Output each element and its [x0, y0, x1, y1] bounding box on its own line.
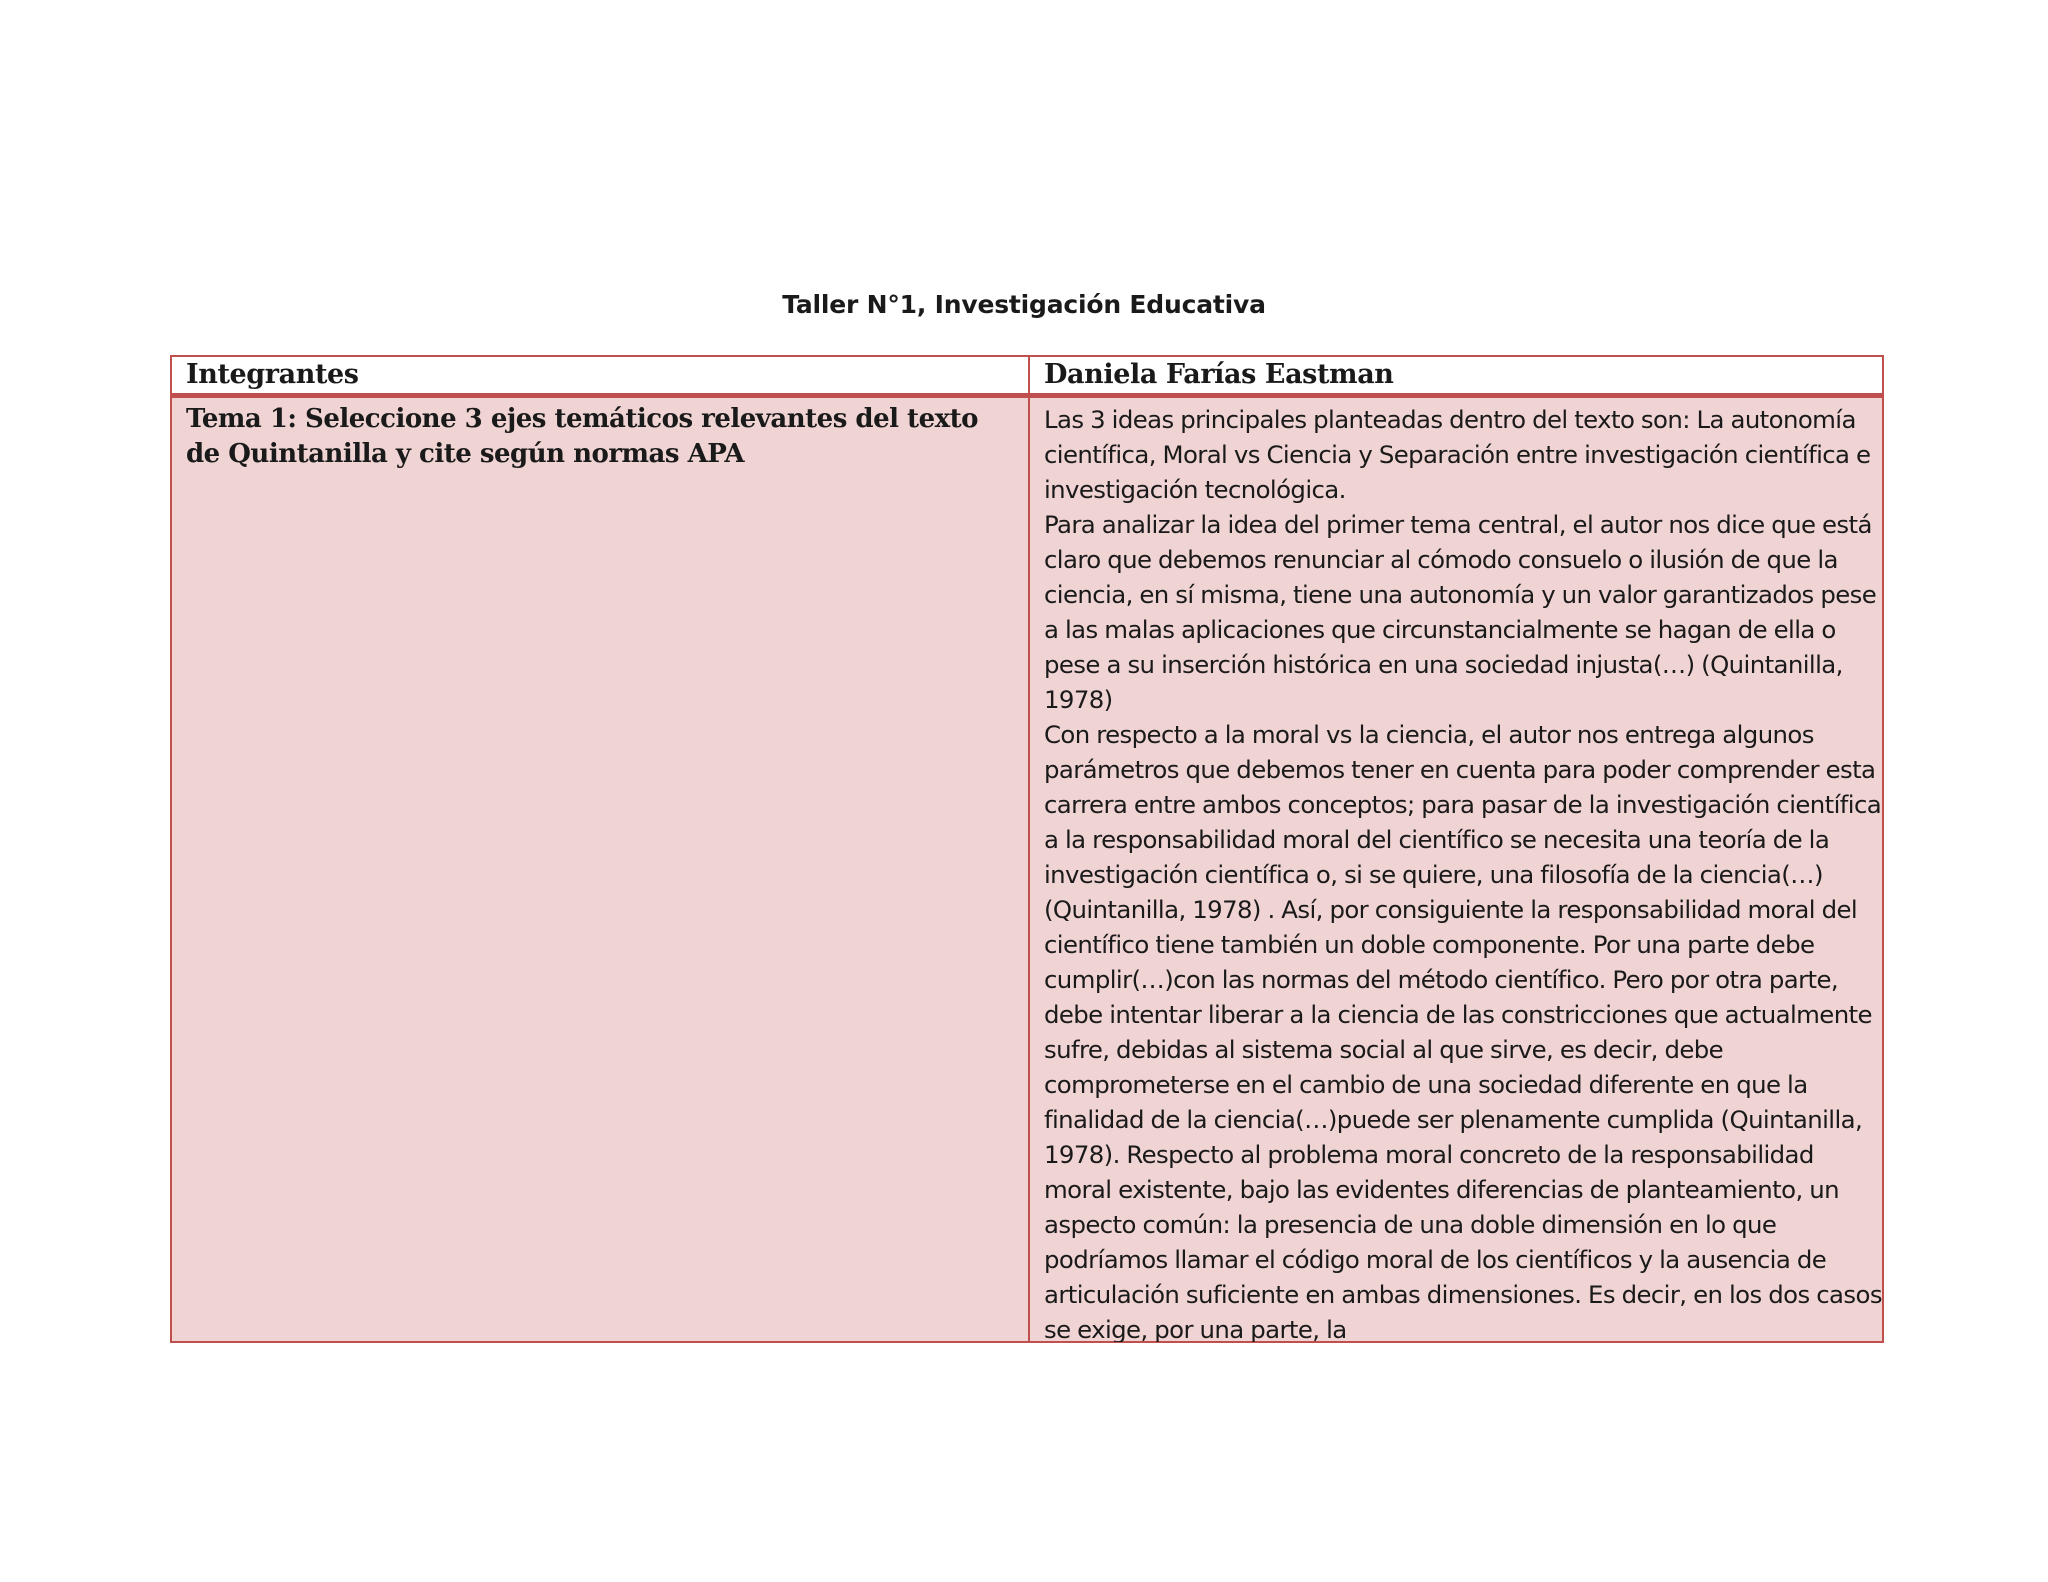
content-table — [170, 355, 1884, 1343]
table-header-row — [172, 357, 1882, 393]
header-cell-student-name: Daniela Farías Eastman — [1044, 359, 1394, 390]
column-divider — [1028, 357, 1030, 1341]
answer-paragraph-3: Con respecto a la moral vs la ciencia, el autor nos entrega algunos parámetros que debemos tener en cuenta para poder comprender esta carrera entre ambos conceptos; para pasar de la investigación científica a la responsabilidad moral del científico se necesita una teoría de la investigación científica o, si se quiere, una filosofía de la ciencia(…) (Quintanilla, 1978) . Así, por consiguiente la responsabilidad moral del científico tiene también un doble componente. Por una parte debe cumplir(…)con las normas del método científico. Pero por otra parte, debe intentar liberar a la ciencia de las constricciones que actualmente sufre, debidas al sistema social al que sirve, es decir, debe comprometerse en el cambio de una sociedad diferente en que la finalidad de la ciencia(…)puede ser plenamente cumplida (Quintanilla, 1978). Respecto al problema moral concreto de la responsabilidad moral existente, bajo las evidentes diferencias de planteamiento, un aspecto común: la presencia de una doble dimensión en lo que podríamos llamar el código moral de los científicos y la ausencia de articulación suficiente en ambas dimensiones. Es decir, en los dos casos se exige, por una parte, la — [1044, 720, 1882, 1342]
header-cell-integrantes: Integrantes — [186, 359, 359, 390]
answer-paragraph-1: Las 3 ideas principales planteadas dentro del texto son: La autonomía científica, Moral vs Ciencia y Separación entre investigación científica e investigación tecnológica. — [1044, 405, 1871, 504]
table-row — [172, 398, 1882, 1341]
theme-prompt-cell: Tema 1: Seleccione 3 ejes temáticos relevantes del texto de Quintanilla y cite según normas APA — [186, 404, 978, 469]
answer-paragraph-2: Para analizar la idea del primer tema central, el autor nos dice que está claro que debemos renunciar al cómodo consuelo o ilusión de que la ciencia, en sí misma, tiene una autonomía y un valor garantizados pese a las malas aplicaciones que circunstancialmente se hagan de ella o pese a su inserción histórica en una sociedad injusta(…) (Quintanilla, 1978) — [1044, 510, 1877, 714]
answer-cell — [1044, 402, 1884, 1342]
page-title: Taller N°1, Investigación Educativa — [782, 290, 1266, 319]
